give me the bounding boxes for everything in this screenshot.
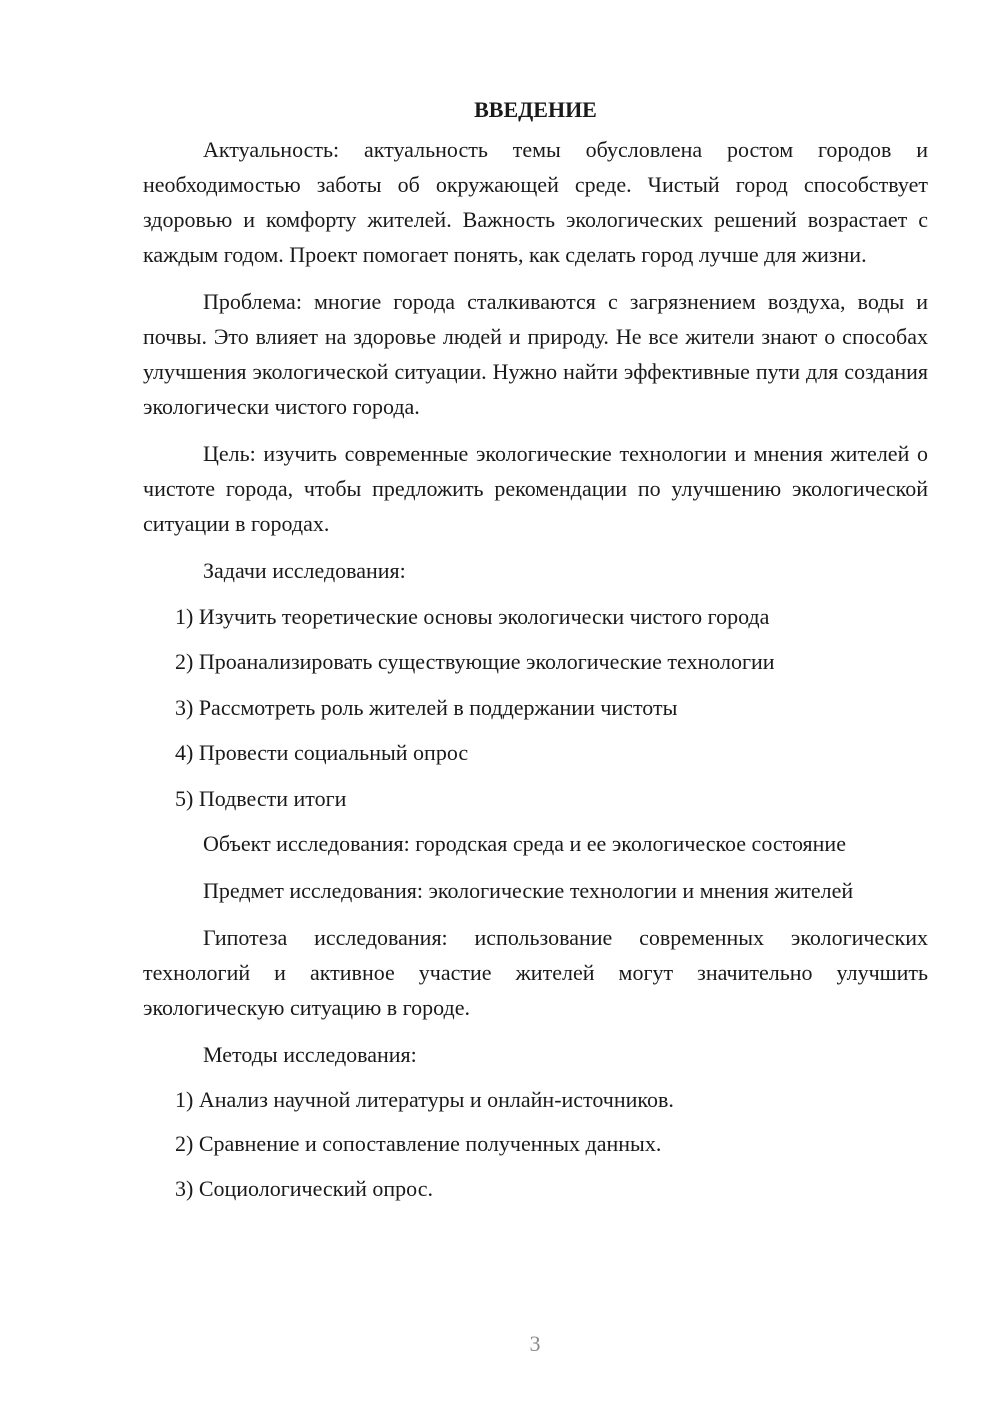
problem-paragraph: Проблема: многие города сталкиваются с загрязнением воздуха, воды и почвы. Это влияет на здоровье людей и природу. Не все жители знают о способах улучшения экологической ситуации. Нужно найти эффективные пути для создания экологически чистого города.	[143, 289, 928, 419]
goal-paragraph: Цель: изучить современные экологические технологии и мнения жителей о чистоте города, чтобы предложить рекомендации по улучшению экологической ситуации в городах.	[143, 441, 928, 536]
list-item: 4) Провести социальный опрос	[175, 740, 469, 765]
tasks-list	[143, 599, 928, 816]
subject-paragraph: Предмет исследования: экологические технологии и мнения жителей	[203, 878, 854, 903]
tasks-heading: Задачи исследования:	[203, 558, 406, 583]
list-item: 3) Рассмотреть роль жителей в поддержании чистоты	[175, 694, 678, 720]
document-page	[143, 94, 928, 1215]
list-item: 5) Подвести итоги	[175, 785, 347, 811]
methods-list	[143, 1082, 928, 1206]
list-item: 2) Проанализировать существующие экологические технологии	[175, 649, 775, 674]
page-number: 3	[529, 1331, 541, 1356]
list-item: 3) Социологический опрос.	[175, 1175, 433, 1201]
list-item: 1) Анализ научной литературы и онлайн-источников.	[175, 1086, 674, 1112]
hypothesis-paragraph: Гипотеза исследования: использование современных экологических технологий и активное участие жителей могут значительно улучшить экологическую ситуацию в городе.	[143, 925, 928, 1020]
list-item: 2) Сравнение и сопоставление полученных данных.	[175, 1131, 662, 1156]
relevance-paragraph: Актуальность: актуальность темы обусловлена ростом городов и необходимостью заботы об окружающей среде. Чистый город способствует здоровью и комфорту жителей. Важность экологических решений возрастает с каждым годом. Проект помогает понять, как сделать город лучше для жизни.	[143, 137, 928, 267]
object-paragraph: Объект исследования: городская среда и ее экологическое состояние	[203, 831, 846, 856]
page-title: ВВЕДЕНИЕ	[474, 97, 597, 122]
list-item: 1) Изучить теоретические основы экологически чистого города	[175, 603, 770, 629]
methods-heading: Методы исследования:	[203, 1042, 417, 1067]
